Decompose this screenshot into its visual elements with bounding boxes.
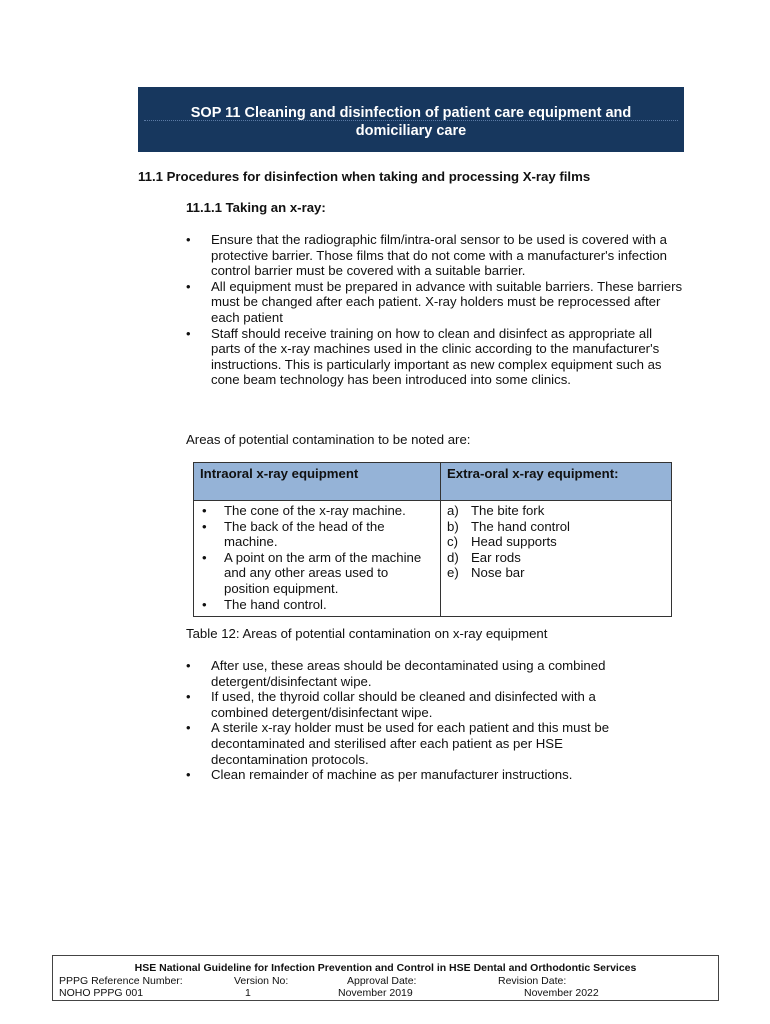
- taking-xray-bullet-list: [186, 232, 684, 388]
- list-item: [447, 565, 665, 581]
- list-marker: b): [447, 518, 459, 534]
- intraoral-header: Intraoral x-ray equipment: [194, 463, 441, 501]
- footer-version-value: 1: [245, 987, 251, 999]
- list-marker: c): [447, 534, 458, 550]
- list-item: • After use, these areas should be decontaminated using a combined detergent/disinfectant wipe.: [186, 658, 656, 689]
- contamination-intro: Areas of potential contamination to be noted are:: [186, 432, 471, 447]
- footer-ref-label: PPPG Reference Number:: [59, 975, 183, 987]
- sop-title-banner: [138, 87, 684, 152]
- intraoral-cell: [194, 501, 441, 617]
- sop-title-line-2: domiciliary care: [355, 123, 467, 139]
- table-row: [194, 501, 672, 617]
- footer-revision-label: Revision Date:: [498, 975, 567, 987]
- footer-title: HSE National Guideline for Infection Prevention and Control in HSE Dental and Orthodontic Services: [134, 962, 637, 974]
- section-heading: 11.1 Procedures for disinfection when taking and processing X-ray films: [138, 169, 591, 184]
- list-item-text: Nose bar: [471, 565, 525, 581]
- list-item: • A point on the arm of the machine and any other areas used to position equipment.: [200, 550, 434, 597]
- footer-revision-value: November 2022: [524, 987, 599, 999]
- list-item-text: The hand control: [471, 518, 570, 534]
- after-use-bullet-list: [186, 658, 656, 783]
- list-item: [447, 534, 665, 550]
- list-item: [447, 550, 665, 566]
- footer-ref-value: NOHO PPPG 001: [59, 987, 144, 999]
- list-item: • Clean remainder of machine as per manufacturer instructions.: [186, 767, 656, 783]
- table-caption: Table 12: Areas of potential contamination on x-ray equipment: [186, 626, 548, 641]
- contamination-table: [193, 462, 672, 617]
- page-footer: [52, 955, 719, 1001]
- list-item-text: Head supports: [471, 534, 557, 550]
- extraoral-list: [447, 503, 665, 581]
- list-item: • If used, the thyroid collar should be cleaned and disinfected with a combined detergent/disinfectant wipe.: [186, 689, 656, 720]
- extraoral-cell: [441, 501, 672, 617]
- list-item: • The back of the head of the machine.: [200, 519, 434, 550]
- sop-title-line-1: SOP 11 Cleaning and disinfection of patient care equipment and: [190, 105, 632, 121]
- intraoral-list: [200, 503, 434, 612]
- extraoral-header: Extra-oral x-ray equipment:: [441, 463, 672, 501]
- list-item: • The hand control.: [200, 597, 434, 613]
- footer-approval-value: November 2019: [338, 987, 413, 999]
- list-marker: e): [447, 565, 459, 581]
- footer-version-label: Version No:: [234, 975, 289, 987]
- list-item: • A sterile x-ray holder must be used for each patient and this must be decontaminated and sterilised after each patient as per HSE decontamination protocols.: [186, 720, 656, 767]
- list-item: [447, 503, 665, 519]
- subsection-heading: 11.1.1 Taking an x-ray:: [186, 200, 326, 215]
- list-item-text: The bite fork: [471, 503, 545, 518]
- table-header-row: [194, 463, 672, 501]
- list-item: • The cone of the x-ray machine.: [200, 503, 434, 519]
- list-item-text: Ear rods: [471, 549, 521, 565]
- list-marker: a): [447, 503, 459, 518]
- list-marker: d): [447, 549, 459, 565]
- list-item: [447, 519, 665, 535]
- footer-approval-label: Approval Date:: [347, 975, 417, 987]
- list-item: • All equipment must be prepared in advance with suitable barriers. These barriers must be changed after each patient. X-ray holders must be reprocessed after each patient: [186, 279, 684, 326]
- list-item: • Ensure that the radiographic film/intra-oral sensor to be used is covered with a protective barrier. Those films that do not come with a manufacturer's infection control barrier must be covered with a suitable barrier.: [186, 232, 684, 279]
- list-item: • Staff should receive training on how to clean and disinfect as appropriate all parts of the x-ray machines used in the clinic according to the manufacturer's instructions. This is particularly important as new complex equipment such as cone beam technology has been introduced into some clinics.: [186, 326, 684, 388]
